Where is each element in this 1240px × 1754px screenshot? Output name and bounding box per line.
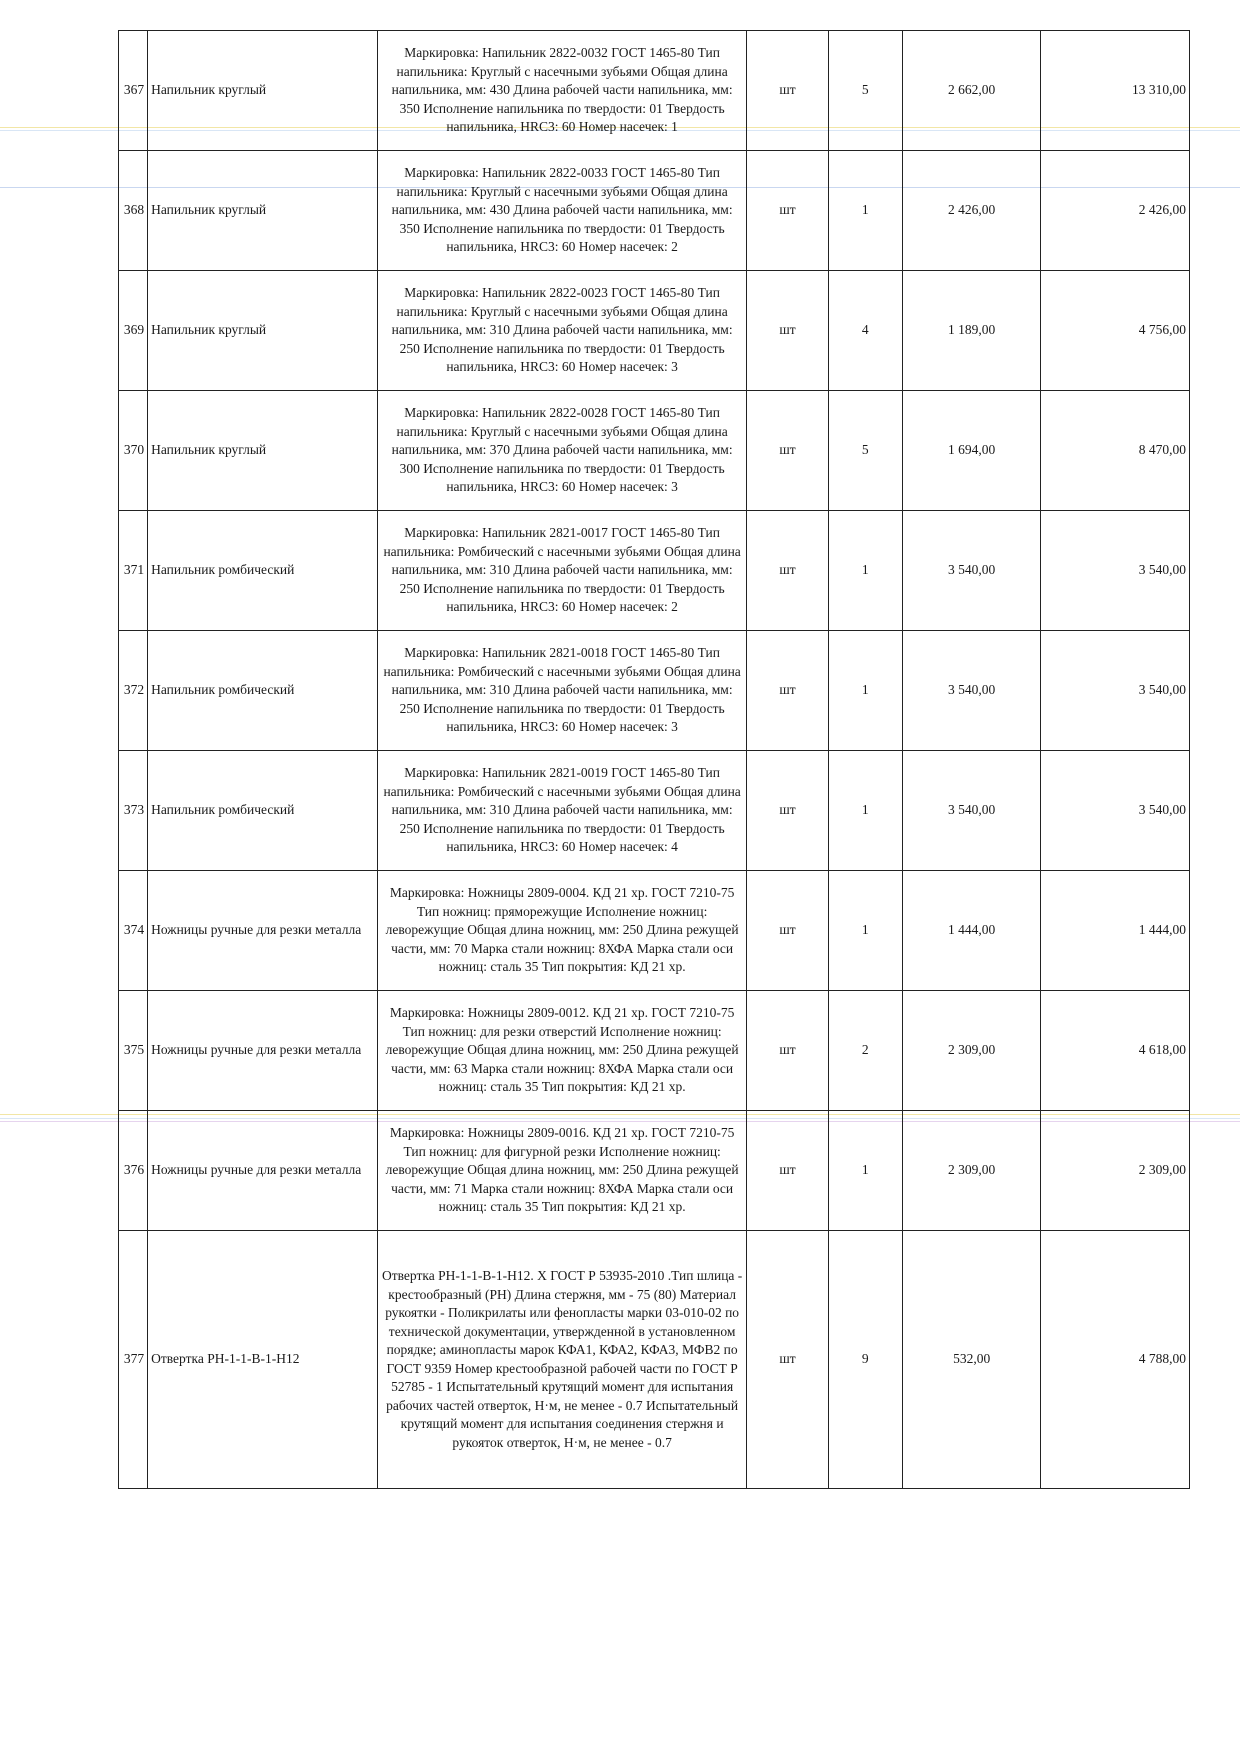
item-name: Ножницы ручные для резки металла — [148, 1111, 378, 1231]
item-unit: шт — [747, 871, 828, 991]
item-unit: шт — [747, 391, 828, 511]
item-price: 2 662,00 — [902, 31, 1041, 151]
item-unit: шт — [747, 991, 828, 1111]
item-description: Отвертка PH-1-1-B-1-H12. X ГОСТ Р 53935-2010 .Тип шлица - крестообразный (PH) Длина стержня, мм - 75 (80) Материал рукоятки - Поликрилаты или фенопласты марки 03-010-02 по технической документации, утвержденной в установленном порядке; аминопласты марок КФА1, КФА2, КФА3, МФВ2 по ГОСТ 9359 Номер крестообразной рабочей части по ГОСТ Р 52785 - 1 Испытательный крутящий момент для испытания рабочих частей отверток, Н·м, не менее - 0.7 Испытательный крутящий момент для испытания соединения стержня и рукояток отверток, Н·м, не менее - 0.7 — [377, 1231, 746, 1489]
table-row — [119, 31, 1190, 151]
item-quantity: 1 — [828, 631, 902, 751]
row-number: 377 — [119, 1231, 148, 1489]
row-number: 370 — [119, 391, 148, 511]
item-price: 3 540,00 — [902, 511, 1041, 631]
table-row — [119, 1231, 1190, 1489]
item-quantity: 4 — [828, 271, 902, 391]
row-number: 371 — [119, 511, 148, 631]
item-price: 532,00 — [902, 1231, 1041, 1489]
item-name: Напильник круглый — [148, 271, 378, 391]
item-description: Маркировка: Напильник 2821-0018 ГОСТ 1465-80 Тип напильника: Ромбический с насечными зубьями Общая длина напильника, мм: 310 Длина рабочей части напильника, мм: 250 Исполнение напильника по твердости: 01 Твердость напильника, HRC3: 60 Номер насечек: 3 — [377, 631, 746, 751]
item-price: 2 426,00 — [902, 151, 1041, 271]
item-unit: шт — [747, 1231, 828, 1489]
row-number: 375 — [119, 991, 148, 1111]
row-number: 374 — [119, 871, 148, 991]
item-sum: 4 756,00 — [1041, 271, 1190, 391]
item-description: Маркировка: Напильник 2822-0028 ГОСТ 1465-80 Тип напильника: Круглый с насечными зубьями Общая длина напильника, мм: 370 Длина рабочей части напильника, мм: 300 Исполнение напильника по твердости: 01 Твердость напильника, HRC3: 60 Номер насечек: 3 — [377, 391, 746, 511]
row-number: 376 — [119, 1111, 148, 1231]
item-unit: шт — [747, 631, 828, 751]
item-sum: 13 310,00 — [1041, 31, 1190, 151]
item-sum: 2 426,00 — [1041, 151, 1190, 271]
item-price: 1 694,00 — [902, 391, 1041, 511]
table-row — [119, 1111, 1190, 1231]
item-description: Маркировка: Ножницы 2809-0016. КД 21 хр. ГОСТ 7210-75 Тип ножниц: для фигурной резки Исполнение ножниц: леворежущие Общая длина ножниц, мм: 250 Длина режущей части, мм: 71 Марка стали ножниц: 8ХФА Марка стали оси ножниц: сталь 35 Тип покрытия: КД 21 хр. — [377, 1111, 746, 1231]
row-number: 373 — [119, 751, 148, 871]
specification-table — [118, 30, 1190, 1489]
item-quantity: 1 — [828, 751, 902, 871]
item-name: Ножницы ручные для резки металла — [148, 991, 378, 1111]
row-number: 367 — [119, 31, 148, 151]
table-row — [119, 511, 1190, 631]
item-name: Отвертка PH-1-1-B-1-H12 — [148, 1231, 378, 1489]
row-number: 369 — [119, 271, 148, 391]
table-row — [119, 271, 1190, 391]
item-description: Маркировка: Ножницы 2809-0012. КД 21 хр. ГОСТ 7210-75 Тип ножниц: для резки отверстий Исполнение ножниц: леворежущие Общая длина ножниц, мм: 250 Длина режущей части, мм: 63 Марка стали ножниц: 8ХФА Марка стали оси ножниц: сталь 35 Тип покрытия: КД 21 хр. — [377, 991, 746, 1111]
table-row — [119, 751, 1190, 871]
item-price: 3 540,00 — [902, 751, 1041, 871]
item-quantity: 1 — [828, 151, 902, 271]
item-quantity: 5 — [828, 391, 902, 511]
item-description: Маркировка: Напильник 2821-0017 ГОСТ 1465-80 Тип напильника: Ромбический с насечными зубьями Общая длина напильника, мм: 310 Длина рабочей части напильника, мм: 250 Исполнение напильника по твердости: 01 Твердость напильника, HRC3: 60 Номер насечек: 2 — [377, 511, 746, 631]
item-sum: 4 788,00 — [1041, 1231, 1190, 1489]
item-description: Маркировка: Напильник 2821-0019 ГОСТ 1465-80 Тип напильника: Ромбический с насечными зубьями Общая длина напильника, мм: 310 Длина рабочей части напильника, мм: 250 Исполнение напильника по твердости: 01 Твердость напильника, HRC3: 60 Номер насечек: 4 — [377, 751, 746, 871]
item-sum: 4 618,00 — [1041, 991, 1190, 1111]
item-price: 1 444,00 — [902, 871, 1041, 991]
table-row — [119, 991, 1190, 1111]
item-name: Напильник круглый — [148, 151, 378, 271]
table-row — [119, 631, 1190, 751]
item-unit: шт — [747, 31, 828, 151]
item-quantity: 1 — [828, 871, 902, 991]
item-name: Напильник круглый — [148, 391, 378, 511]
item-sum: 3 540,00 — [1041, 511, 1190, 631]
row-number: 368 — [119, 151, 148, 271]
item-name: Напильник ромбический — [148, 751, 378, 871]
item-description: Маркировка: Напильник 2822-0023 ГОСТ 1465-80 Тип напильника: Круглый с насечными зубьями Общая длина напильника, мм: 310 Длина рабочей части напильника, мм: 250 Исполнение напильника по твердости: 01 Твердость напильника, HRC3: 60 Номер насечек: 3 — [377, 271, 746, 391]
table-row — [119, 391, 1190, 511]
item-unit: шт — [747, 271, 828, 391]
row-number: 372 — [119, 631, 148, 751]
item-price: 2 309,00 — [902, 991, 1041, 1111]
item-unit: шт — [747, 151, 828, 271]
item-description: Маркировка: Ножницы 2809-0004. КД 21 хр. ГОСТ 7210-75 Тип ножниц: пряморежущие Исполнение ножниц: леворежущие Общая длина ножниц, мм: 250 Длина режущей части, мм: 70 Марка стали ножниц: 8ХФА Марка стали оси ножниц: сталь 35 Тип покрытия: КД 21 хр. — [377, 871, 746, 991]
item-quantity: 5 — [828, 31, 902, 151]
item-sum: 8 470,00 — [1041, 391, 1190, 511]
item-unit: шт — [747, 511, 828, 631]
item-unit: шт — [747, 1111, 828, 1231]
item-quantity: 9 — [828, 1231, 902, 1489]
item-description: Маркировка: Напильник 2822-0032 ГОСТ 1465-80 Тип напильника: Круглый с насечными зубьями Общая длина напильника, мм: 430 Длина рабочей части напильника, мм: 350 Исполнение напильника по твердости: 01 Твердость напильника, HRC3: 60 Номер насечек: 1 — [377, 31, 746, 151]
item-name: Напильник ромбический — [148, 631, 378, 751]
item-description: Маркировка: Напильник 2822-0033 ГОСТ 1465-80 Тип напильника: Круглый с насечными зубьями Общая длина напильника, мм: 430 Длина рабочей части напильника, мм: 350 Исполнение напильника по твердости: 01 Твердость напильника, HRC3: 60 Номер насечек: 2 — [377, 151, 746, 271]
item-quantity: 2 — [828, 991, 902, 1111]
item-unit: шт — [747, 751, 828, 871]
item-name: Напильник круглый — [148, 31, 378, 151]
item-sum: 2 309,00 — [1041, 1111, 1190, 1231]
item-sum: 3 540,00 — [1041, 751, 1190, 871]
item-quantity: 1 — [828, 1111, 902, 1231]
table-row — [119, 871, 1190, 991]
item-quantity: 1 — [828, 511, 902, 631]
item-name: Ножницы ручные для резки металла — [148, 871, 378, 991]
item-sum: 1 444,00 — [1041, 871, 1190, 991]
item-price: 1 189,00 — [902, 271, 1041, 391]
table-row — [119, 151, 1190, 271]
item-price: 3 540,00 — [902, 631, 1041, 751]
item-sum: 3 540,00 — [1041, 631, 1190, 751]
item-name: Напильник ромбический — [148, 511, 378, 631]
item-price: 2 309,00 — [902, 1111, 1041, 1231]
